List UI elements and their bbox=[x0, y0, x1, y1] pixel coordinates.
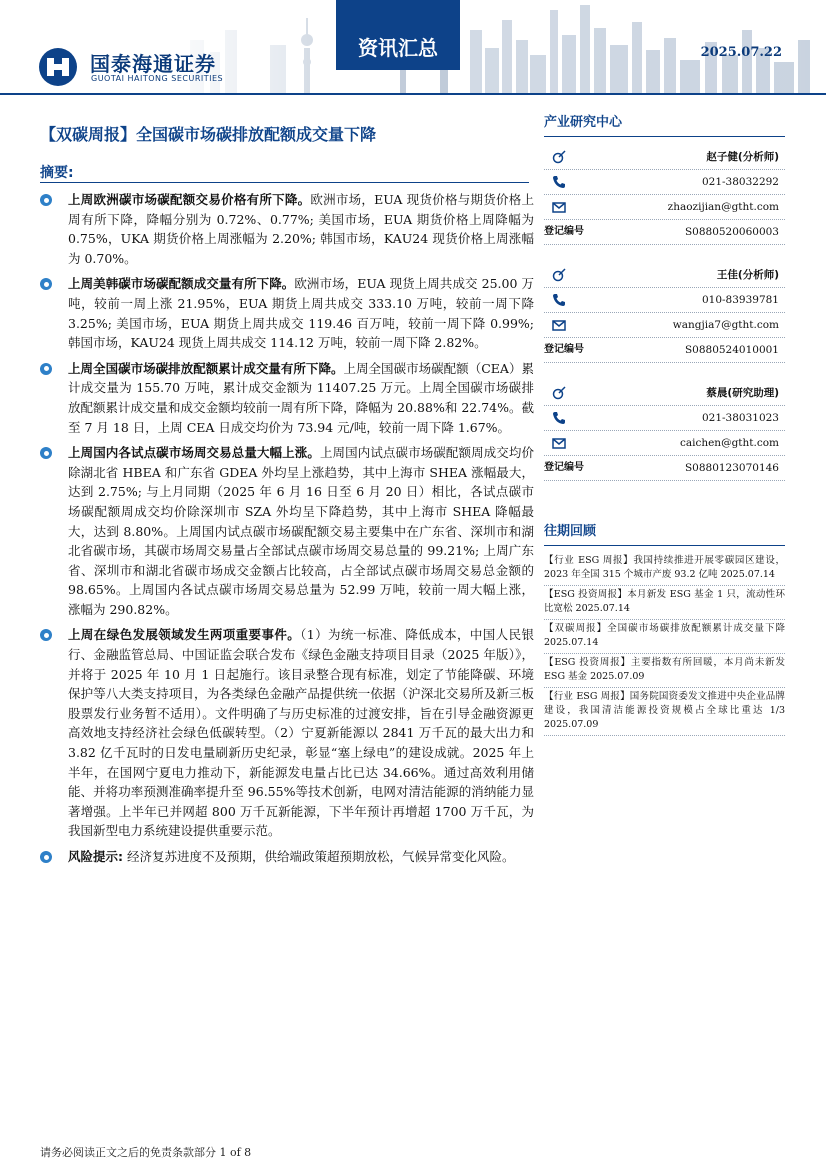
summary-item-lead: 上周在绿色发展领域发生两项重要事件。 bbox=[68, 627, 301, 643]
past-review-item[interactable]: 【ESG 投资周报】主要指数有所回暖，本月尚未新发 ESG 基金 2025.07.09 bbox=[544, 654, 785, 688]
sidebar bbox=[544, 110, 785, 736]
research-center-title: 产业研究中心 bbox=[544, 110, 785, 137]
company-logo-icon bbox=[38, 47, 78, 87]
analyst-reg-row bbox=[544, 456, 785, 481]
bullet-icon bbox=[40, 851, 52, 863]
analyst-email[interactable]: caichen@gtht.com bbox=[679, 437, 779, 449]
analyst-name: 蔡晨(研究助理) bbox=[706, 387, 779, 399]
page-title: 【双碳周报】全国碳市场碳排放配额成交量下降 bbox=[40, 125, 377, 144]
analyst-name-row bbox=[544, 381, 785, 406]
analyst-phone: 021-38031023 bbox=[701, 412, 779, 424]
brand-name: 国泰海通证券 bbox=[90, 52, 216, 76]
past-review-item[interactable]: 【行业 ESG 周报】我国持续推进开展零碳园区建设，2023 年全国 315 个城市产废 93.2 亿吨 2025.07.14 bbox=[544, 552, 785, 586]
summary-item-lead: 上周全国碳市场碳排放配额累计成交量有所下降。 bbox=[68, 360, 344, 376]
past-review-item[interactable]: 【行业 ESG 周报】国务院国资委发文推进中央企业品牌建设，我国清洁能源投资规模占全球比重达 1/3 2025.07.09 bbox=[544, 688, 785, 736]
summary-item-lead: 上周国内各试点碳市场周交易总量大幅上涨。 bbox=[68, 445, 320, 461]
past-review-item[interactable]: 【ESG 投资周报】本月新发 ESG 基金 1 只，流动性环比宽松 2025.07.14 bbox=[544, 586, 785, 620]
analyst-phone-row bbox=[544, 170, 785, 195]
email-icon bbox=[552, 200, 566, 214]
bullet-icon bbox=[40, 629, 52, 641]
bullet-icon bbox=[40, 194, 52, 206]
analyst-name-row bbox=[544, 145, 785, 170]
pen-icon bbox=[552, 268, 566, 282]
risk-warning-lead: 风险提示: bbox=[68, 849, 123, 864]
analyst-email[interactable]: wangjia7@gtht.com bbox=[672, 319, 779, 331]
email-icon bbox=[552, 318, 566, 332]
summary-item bbox=[40, 625, 534, 841]
analyst-reg-number: S0880520060003 bbox=[684, 226, 779, 238]
analyst-phone-row bbox=[544, 288, 785, 313]
analyst-email-row bbox=[544, 313, 785, 338]
past-reviews-title: 往期回顾 bbox=[544, 519, 785, 546]
analyst-reg-row bbox=[544, 220, 785, 245]
pen-icon bbox=[552, 386, 566, 400]
phone-icon bbox=[552, 411, 566, 425]
summary-item-text: 上周全国碳市场碳配额（CEA）累计成交量为 155.70 万吨，累计成交金额为 11407.25 万元。上周全国碳市场碳排放配额累计成交量和成交金额均较前一周有所下降，降幅为 20.88%和 22.74%。截至 7 月 18 日，上周 CEA 日成交均价为 73.94 元/吨，较前一周下降 1.67%。 bbox=[68, 360, 534, 435]
analyst-card bbox=[544, 263, 785, 363]
analyst-name: 赵子健(分析师) bbox=[706, 151, 779, 163]
header-divider bbox=[0, 93, 826, 95]
past-reviews-list bbox=[544, 552, 785, 736]
summary-item-lead: 上周欧洲碳市场碳配额交易价格有所下降。 bbox=[68, 192, 311, 207]
analyst-email[interactable]: zhaozijian@gtht.com bbox=[667, 201, 779, 213]
summary-list bbox=[40, 190, 534, 873]
analyst-email-row bbox=[544, 431, 785, 456]
summary-item-lead: 上周美韩碳市场碳配额成交量有所下降。 bbox=[68, 276, 295, 292]
bullet-icon bbox=[40, 363, 52, 375]
bullet-icon bbox=[40, 447, 52, 459]
report-date: 2025.07.22 bbox=[700, 45, 782, 60]
email-icon bbox=[552, 436, 566, 450]
summary-item bbox=[40, 359, 534, 437]
summary-label: 摘要: bbox=[40, 165, 74, 181]
summary-item-text: 上周国内试点碳市场碳配额周成交均价除湖北省 HBEA 和广东省 GDEA 外均呈上涨趋势，其中上海市 SHEA 涨幅最大，达到 2.75%; 与上月同期（2025 年 6 月 16 日至 6 月 20 日）相比，各试点碳市场碳配额周成交均价除深圳市 SZA 外均呈下降趋势，其中上海市 SHEA 降幅最大，达到 8.80%。上周国内试点碳市场碳配额交易主要集中在广东省、深圳市和湖北省碳市场，其碳市场周交易量占全部试点碳市场周交易总量的 99.21%; 上周广东省、深圳市和湖北省碳市场成交金额占比较高，占全部试点碳市场周交易总金额的 98.65%。上周国内各试点碳市场周交易总量为 52.99 万吨，较前一周大幅上涨，涨幅为 290.82%。 bbox=[68, 445, 534, 617]
pen-icon bbox=[552, 150, 566, 164]
summary-item-text: 欧洲市场，EUA 现货上周共成交 25.00 万吨，较前一周上涨 21.95%，EUA 期货上周共成交 333.10 万吨，较前一周下降 3.25%; 美国市场，EUA 期货上周共成交 119.46 百万吨，较前一周下降 0.99%; 韩国市场，KAU24 现货上周共成交 114.12 万吨，较前一周下降 2.82%。 bbox=[68, 276, 534, 351]
analyst-email-row bbox=[544, 195, 785, 220]
phone-icon bbox=[552, 175, 566, 189]
summary-item-text: 欧洲市场，EUA 现货价格与期货价格上周有所下降，降幅分别为 0.72%、0.77%; 美国市场，EUA 期货价格上周降幅为 0.75%，UKA 期货价格上周涨幅为 2.20%; 韩国市场，KAU24 现货价格上周涨幅为 0.70%。 bbox=[68, 192, 534, 266]
risk-warning bbox=[40, 847, 534, 867]
analyst-reg-number: S0880524010001 bbox=[684, 344, 779, 356]
analyst-card bbox=[544, 381, 785, 481]
bullet-icon bbox=[40, 278, 52, 290]
phone-icon bbox=[552, 293, 566, 307]
analyst-reg-number: S0880123070146 bbox=[684, 462, 779, 474]
reg-label: 登记编号 bbox=[544, 462, 584, 473]
analyst-name-row bbox=[544, 263, 785, 288]
summary-item bbox=[40, 190, 534, 268]
summary-item bbox=[40, 274, 534, 352]
reg-label: 登记编号 bbox=[544, 344, 584, 355]
analyst-name: 王佳(分析师) bbox=[716, 269, 779, 281]
analyst-phone: 010-83939781 bbox=[701, 294, 779, 306]
summary-item bbox=[40, 443, 534, 619]
page-header bbox=[0, 0, 826, 93]
summary-item-text: （1）为统一标准、降低成本，中国人民银行、金融监管总局、中国证监会联合发布《绿色金融支持项目目录（2025 年版）》，并将于 2025 年 10 月 1 日起施行。该目录整合现有标准，划定了节能降碳、环境保护等八大类支持项目，为各类绿色金融产品提供统一依据（沪深北交易所及新三板股票发行业务暂不适用）。文件明确了与历史标准的过渡安排，旨在引导金融资源更高效地支持经济社会绿色低碳转型。（2）宁夏新能源以 2841 万千瓦的最大出力和 3.82 亿千瓦时的日发电量刷新历史纪录，彰显“塞上绿电”的建设成就。2025 年上半年，在国网宁夏电力推动下，新能源发电量占比已达 34.66%。通过高效利用储能、并将功率预测准确率提升至 96.55%等技术创新，电网对清洁能源的消纳能力显著增强。上半年已并网超 800 万千瓦新能源，下半年预计再增超 1700 万千瓦，为我国新型电力系统建设提供重要示范。 bbox=[68, 627, 534, 839]
brand-name-english: GUOTAI HAITONG SECURITIES bbox=[91, 74, 224, 83]
analyst-phone-row bbox=[544, 406, 785, 431]
reg-label: 登记编号 bbox=[544, 226, 584, 237]
analyst-reg-row bbox=[544, 338, 785, 363]
analyst-card bbox=[544, 145, 785, 245]
analyst-phone: 021-38032292 bbox=[701, 176, 779, 188]
past-review-item[interactable]: 【双碳周报】全国碳市场碳排放配额累计成交量下降 2025.07.14 bbox=[544, 620, 785, 654]
risk-warning-text: 经济复苏进度不及预期，供给端政策超预期放松，气候异常变化风险。 bbox=[123, 849, 515, 864]
report-type-tag: 资讯汇总 bbox=[336, 0, 460, 70]
page-footer: 请务必阅读正文之后的免责条款部分 1 of 8 bbox=[40, 1146, 252, 1159]
summary-divider bbox=[40, 182, 529, 183]
